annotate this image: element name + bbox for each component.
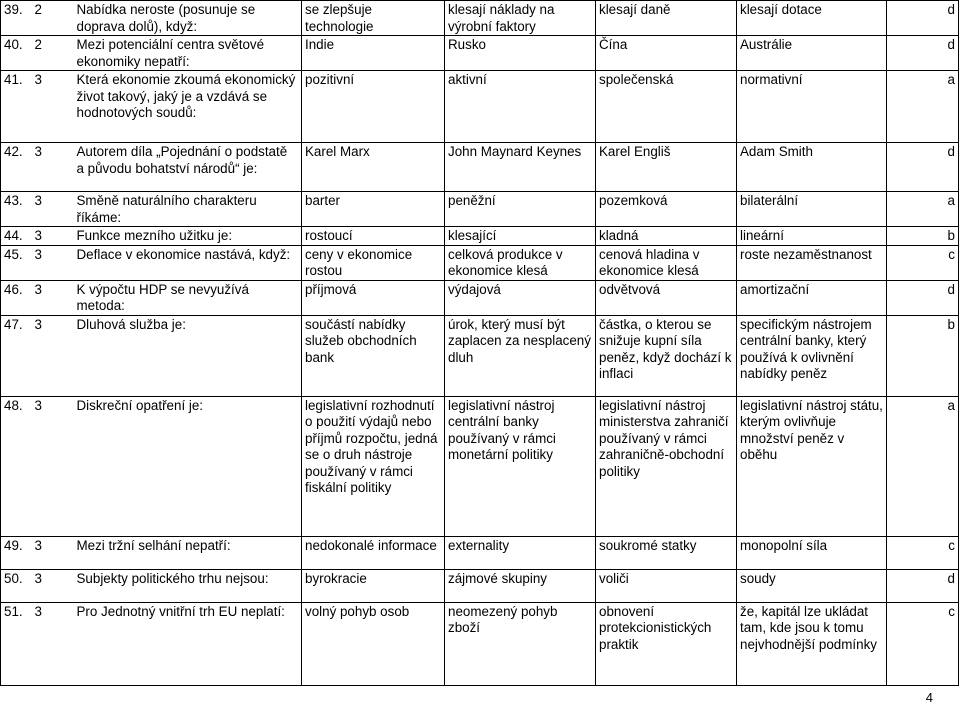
option-b: výdajová — [445, 280, 596, 315]
question-text: Autorem díla „Pojednání o podstatě a původu bohatství národů“ je: — [74, 143, 302, 192]
question-number: 44. — [1, 227, 32, 246]
question-points: 3 — [32, 245, 74, 280]
question-number: 41. — [1, 71, 32, 143]
option-a: pozitivní — [302, 71, 445, 143]
question-points: 3 — [32, 143, 74, 192]
question-text: Funkce mezního užitku je: — [74, 227, 302, 246]
option-d: monopolní síla — [737, 536, 887, 569]
question-row — [1, 36, 959, 71]
correct-answer: b — [887, 227, 959, 246]
option-c: částka, o kterou se snižuje kupní síla peněz, když dochází k inflaci — [596, 315, 737, 396]
question-text: Nabídka neroste (posunuje se doprava dolů), když: — [74, 1, 302, 36]
question-points: 3 — [32, 536, 74, 569]
option-a: se zlepšuje technologie — [302, 1, 445, 36]
option-a: byrokracie — [302, 569, 445, 602]
question-points: 3 — [32, 192, 74, 227]
question-number: 43. — [1, 192, 32, 227]
correct-answer: a — [887, 71, 959, 143]
option-d: Austrálie — [737, 36, 887, 71]
option-a: součástí nabídky služeb obchodních bank — [302, 315, 445, 396]
question-points: 3 — [32, 569, 74, 602]
question-row — [1, 536, 959, 569]
option-c: legislativní nástroj ministerstva zahraničí používaný v rámci zahraničně-obchodní politiky — [596, 396, 737, 536]
correct-answer: d — [887, 36, 959, 71]
correct-answer: c — [887, 602, 959, 685]
option-d: specifickým nástrojem centrální banky, který používá k ovlivnění nabídky peněz — [737, 315, 887, 396]
question-points: 2 — [32, 36, 74, 71]
option-b: celková produkce v ekonomice klesá — [445, 245, 596, 280]
option-c: voliči — [596, 569, 737, 602]
question-number: 49. — [1, 536, 32, 569]
option-c: cenová hladina v ekonomice klesá — [596, 245, 737, 280]
option-c: společenská — [596, 71, 737, 143]
option-b: peněžní — [445, 192, 596, 227]
question-number: 45. — [1, 245, 32, 280]
question-text: Deflace v ekonomice nastává, když: — [74, 245, 302, 280]
option-c: Čína — [596, 36, 737, 71]
question-text: Směně naturálního charakteru říkáme: — [74, 192, 302, 227]
option-b: externality — [445, 536, 596, 569]
option-a: barter — [302, 192, 445, 227]
option-a: příjmová — [302, 280, 445, 315]
question-row — [1, 192, 959, 227]
option-d: amortizační — [737, 280, 887, 315]
option-b: zájmové skupiny — [445, 569, 596, 602]
option-b: aktivní — [445, 71, 596, 143]
question-row — [1, 71, 959, 143]
question-points: 3 — [32, 396, 74, 536]
question-number: 42. — [1, 143, 32, 192]
question-row — [1, 396, 959, 536]
option-b: neomezený pohyb zboží — [445, 602, 596, 685]
question-row — [1, 280, 959, 315]
question-text: Dluhová služba je: — [74, 315, 302, 396]
question-number: 48. — [1, 396, 32, 536]
correct-answer: d — [887, 280, 959, 315]
question-number: 46. — [1, 280, 32, 315]
option-d: roste nezaměstnanost — [737, 245, 887, 280]
question-number: 39. — [1, 1, 32, 36]
question-points: 3 — [32, 227, 74, 246]
option-c: odvětvová — [596, 280, 737, 315]
option-d: normativní — [737, 71, 887, 143]
question-row — [1, 143, 959, 192]
option-b: klesající — [445, 227, 596, 246]
question-points: 3 — [32, 602, 74, 685]
option-d: Adam Smith — [737, 143, 887, 192]
question-row — [1, 245, 959, 280]
question-row — [1, 1, 959, 36]
option-b: Rusko — [445, 36, 596, 71]
option-c: klesají daně — [596, 1, 737, 36]
correct-answer: d — [887, 1, 959, 36]
option-d: bilaterální — [737, 192, 887, 227]
option-a: Indie — [302, 36, 445, 71]
question-points: 3 — [32, 280, 74, 315]
option-a: Karel Marx — [302, 143, 445, 192]
option-d: lineární — [737, 227, 887, 246]
option-c: soukromé statky — [596, 536, 737, 569]
option-a: rostoucí — [302, 227, 445, 246]
option-c: kladná — [596, 227, 737, 246]
question-text: Mezi potenciální centra světové ekonomiky nepatří: — [74, 36, 302, 71]
question-points: 3 — [32, 315, 74, 396]
question-row — [1, 602, 959, 685]
option-a: ceny v ekonomice rostou — [302, 245, 445, 280]
question-row — [1, 315, 959, 396]
question-row — [1, 569, 959, 602]
option-b: klesají náklady na výrobní faktory — [445, 1, 596, 36]
correct-answer: d — [887, 569, 959, 602]
option-a: legislativní rozhodnutí o použití výdajů nebo příjmů rozpočtu, jedná se o druh nástroje používaný v rámci fiskální politiky — [302, 396, 445, 536]
question-number: 47. — [1, 315, 32, 396]
question-text: K výpočtu HDP se nevyužívá metoda: — [74, 280, 302, 315]
option-c: obnovení protekcionistických praktik — [596, 602, 737, 685]
option-d: že, kapitál lze ukládat tam, kde jsou k tomu nejvhodnější podmínky — [737, 602, 887, 685]
option-a: volný pohyb osob — [302, 602, 445, 685]
quiz-body — [1, 1, 959, 686]
option-b: John Maynard Keynes — [445, 143, 596, 192]
question-text: Diskreční opatření je: — [74, 396, 302, 536]
option-c: Karel Engliš — [596, 143, 737, 192]
question-number: 50. — [1, 569, 32, 602]
question-number: 40. — [1, 36, 32, 71]
option-b: úrok, který musí být zaplacen za nesplacený dluh — [445, 315, 596, 396]
question-points: 2 — [32, 1, 74, 36]
question-text: Pro Jednotný vnitřní trh EU neplatí: — [74, 602, 302, 685]
correct-answer: b — [887, 315, 959, 396]
option-a: nedokonalé informace — [302, 536, 445, 569]
question-text: Mezi tržní selhání nepatří: — [74, 536, 302, 569]
correct-answer: c — [887, 245, 959, 280]
option-d: soudy — [737, 569, 887, 602]
question-points: 3 — [32, 71, 74, 143]
option-d: klesají dotace — [737, 1, 887, 36]
option-b: legislativní nástroj centrální banky používaný v rámci monetární politiky — [445, 396, 596, 536]
option-d: legislativní nástroj státu, kterým ovlivňuje množství peněz v oběhu — [737, 396, 887, 536]
question-text: Subjekty politického trhu nejsou: — [74, 569, 302, 602]
correct-answer: a — [887, 192, 959, 227]
question-text: Která ekonomie zkoumá ekonomický život takový, jaký je a vzdává se hodnotových soudů: — [74, 71, 302, 143]
correct-answer: d — [887, 143, 959, 192]
question-number: 51. — [1, 602, 32, 685]
question-row — [1, 227, 959, 246]
page-number: 4 — [925, 690, 933, 705]
correct-answer: c — [887, 536, 959, 569]
correct-answer: a — [887, 396, 959, 536]
option-c: pozemková — [596, 192, 737, 227]
